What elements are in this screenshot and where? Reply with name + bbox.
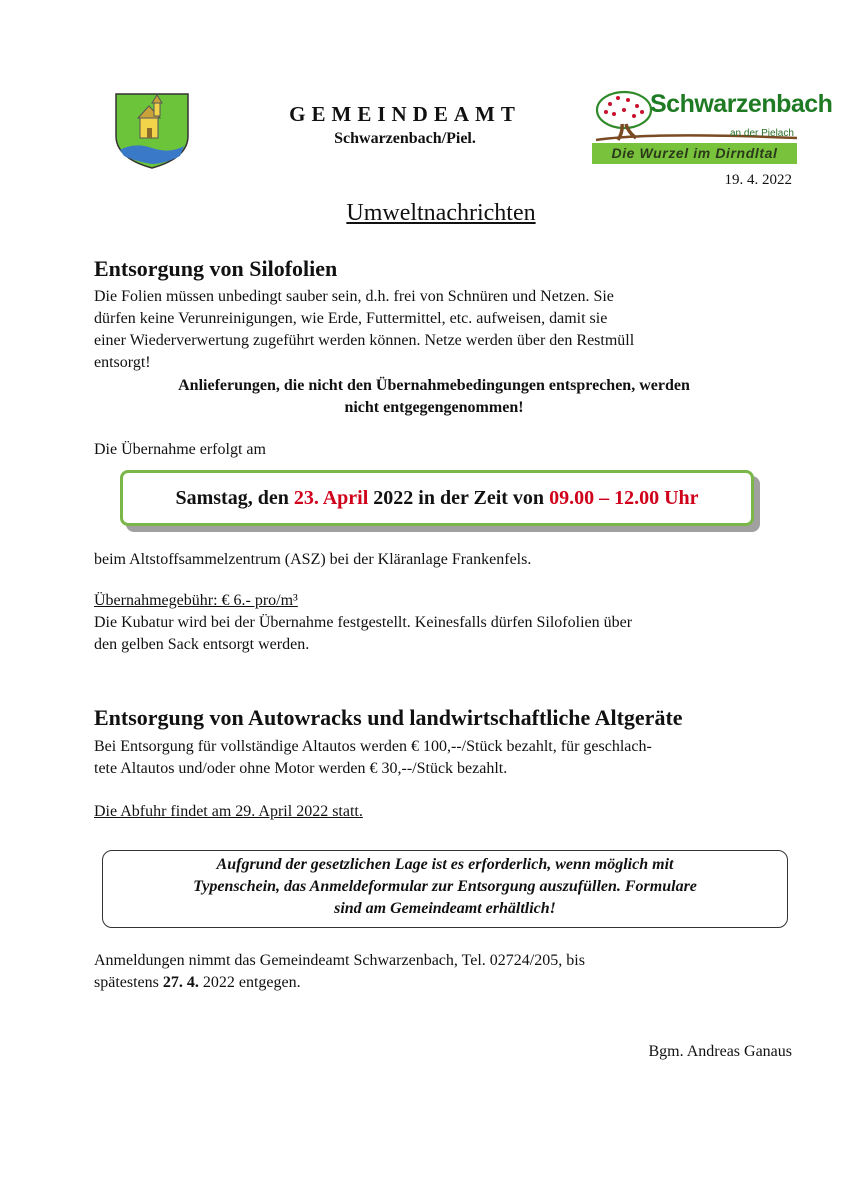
auto-paragraph (94, 736, 794, 780)
logo-name: Schwarzenbach (650, 90, 833, 118)
form-notice-line-3: sind am Gemeindeamt erhältlich! (334, 900, 556, 917)
auto-line-2: tete Altautos und/oder ohne Motor werden € 30,--/Stück bezahlt. (94, 760, 508, 777)
logo-tagline: Die Wurzel im Dirndltal (592, 143, 797, 164)
registration-deadline: 27. 4. (162, 974, 199, 991)
org-title: GEMEINDEAMT (289, 102, 521, 126)
auto-heading: Entsorgung von Autowracks und landwirtschaftliche Altgeräte (94, 705, 683, 730)
pickup-box-text-2: 2022 in der Zeit von (368, 487, 550, 509)
silo-warning-line-1: Anlieferungen, die nicht den Übernahmebedingungen entsprechen, werden (178, 377, 690, 394)
silo-line-3: einer Wiederverwertung zugeführt werden können. Netze werden über den Restmüll (94, 332, 635, 349)
municipal-crest-icon (114, 92, 190, 170)
silo-location: beim Altstoffsammelzentrum (ASZ) bei der Kläranlage Frankenfels. (94, 551, 532, 568)
pickup-box-date: 23. April (293, 487, 369, 509)
registration-text-a: spätestens (94, 974, 163, 991)
form-notice-box (102, 850, 788, 928)
silo-heading: Entsorgung von Silofolien (94, 256, 338, 281)
registration-paragraph (94, 950, 794, 994)
pickup-date-box (120, 470, 754, 526)
silo-fee: Übernahmegebühr: € 6.- pro/m³ (94, 592, 298, 609)
pickup-box-time: 09.00 – 12.00 Uhr (549, 487, 699, 509)
page-title: Umweltnachrichten (346, 200, 536, 226)
silo-intro: Die Übernahme erfolgt am (94, 441, 266, 458)
silo-fee-line-2: den gelben Sack entsorgt werden. (94, 636, 310, 653)
signature: Bgm. Andreas Ganaus (648, 1043, 792, 1060)
silo-line-2: dürfen keine Verunreinigungen, wie Erde, Futtermittel, etc. aufweisen, damit sie (94, 310, 608, 327)
silo-line-4: entsorgt! (94, 354, 151, 371)
silo-warning-line-2: nicht entgegengenommen! (344, 399, 524, 416)
form-notice-line-2: Typenschein, das Anmeldeformular zur Entsorgung auszufüllen. Formulare (193, 878, 697, 895)
logo-subtitle: an der Pielach (730, 128, 794, 139)
registration-line-1: Anmeldungen nimmt das Gemeindeamt Schwarzenbach, Tel. 02724/205, bis (94, 952, 585, 969)
registration-text-b: 2022 entgegen. (198, 974, 301, 991)
auto-line-1: Bei Entsorgung für vollständige Altautos werden € 100,--/Stück bezahlt, für geschlach- (94, 738, 652, 755)
auto-pickup-date: Die Abfuhr findet am 29. April 2022 statt. (94, 803, 363, 820)
document-date: 19. 4. 2022 (724, 172, 792, 188)
org-subtitle: Schwarzenbach/Piel. (334, 130, 476, 147)
silo-line-1: Die Folien müssen unbedingt sauber sein, d.h. frei von Schnüren und Netzen. Sie (94, 288, 614, 305)
form-notice-line-1: Aufgrund der gesetzlichen Lage ist es erforderlich, wenn möglich mit (216, 856, 674, 873)
pickup-box-text-1: Samstag, den (175, 487, 294, 509)
silo-paragraph (94, 286, 774, 374)
silo-fee-line-1: Die Kubatur wird bei der Übernahme festgestellt. Keinesfalls dürfen Silofolien über (94, 614, 633, 631)
silo-fee-text (94, 612, 774, 656)
registration-line-2 (94, 972, 794, 994)
silo-warning (94, 375, 774, 419)
